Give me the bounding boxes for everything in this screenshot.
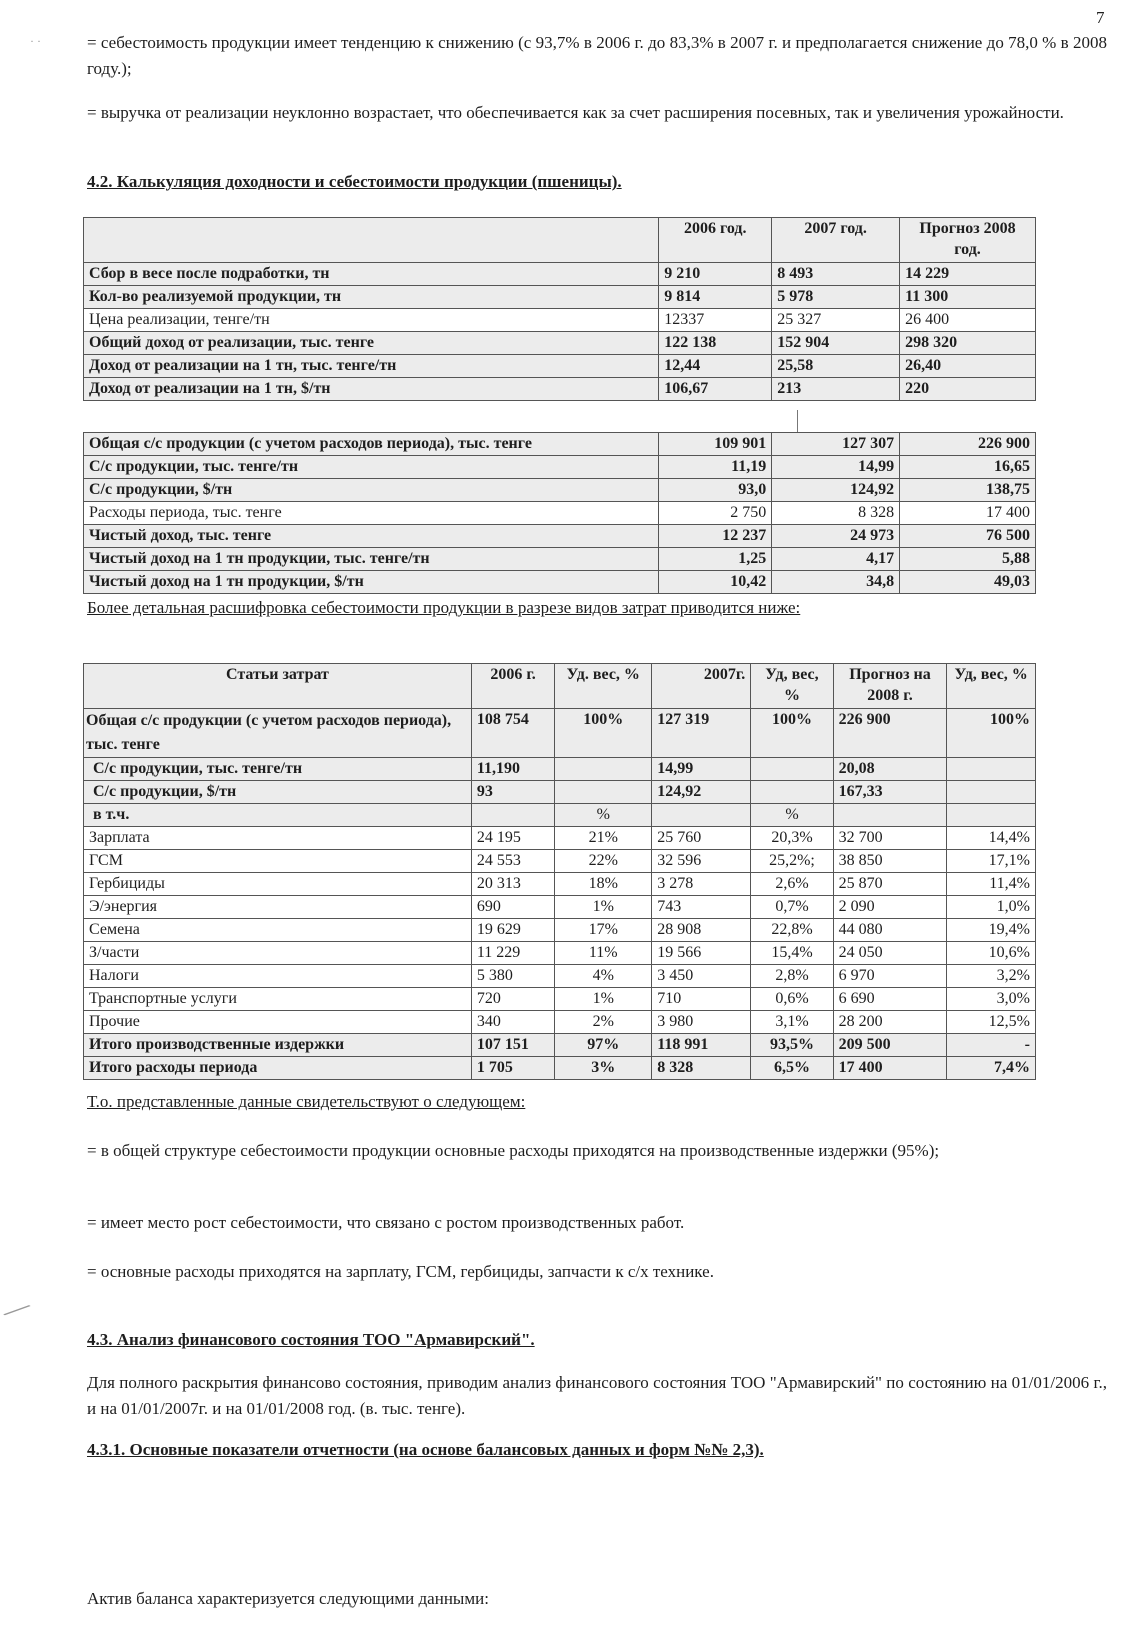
table-row [84,309,1036,332]
share-2008: 14,4% [947,827,1036,850]
value-2007: 124,92 [652,781,751,804]
value-2008: 38 850 [833,850,947,873]
header-blank [84,218,659,263]
conclusion-intro: Т.о. представленные данные свидетельствуют о следующем: [87,1092,526,1111]
value-2007: 28 908 [652,919,751,942]
value-2006 [471,804,554,827]
profitability-table-bottom [83,432,1036,594]
share-2006: 18% [555,873,652,896]
share-2008: 1,0% [947,896,1036,919]
share-2008: - [947,1034,1036,1057]
value-2006: 20 313 [471,873,554,896]
row-label: ГСМ [84,850,472,873]
value-2006: 1 705 [471,1057,554,1080]
value-2008: 24 050 [833,942,947,965]
row-label: С/с продукции, $/тн [84,479,659,502]
value-2008: 14 229 [900,263,1036,286]
value-2006: 12 237 [659,525,772,548]
value-2007 [652,804,751,827]
share-2007: 25,2%; [751,850,833,873]
value-2008: 26 400 [900,309,1036,332]
value-2007: 19 566 [652,942,751,965]
row-label: Общий доход от реализации, тыс. тенге [84,332,659,355]
value-2006: 11,190 [471,758,554,781]
value-2006: 9 814 [659,286,772,309]
row-label: Сбор в весе после подработки, тн [84,263,659,286]
row-label: З/части [84,942,472,965]
header-2006: 2006 год. [659,218,772,263]
value-2007: 3 980 [652,1011,751,1034]
table-row [84,919,1036,942]
row-label: Кол-во реализуемой продукции, тн [84,286,659,309]
value-2008: 25 870 [833,873,947,896]
row-label: Чистый доход, тыс. тенге [84,525,659,548]
row-label: Гербициды [84,873,472,896]
value-2007: 213 [772,378,900,401]
value-2008: 298 320 [900,332,1036,355]
value-2007: 4,17 [772,548,900,571]
table-row [84,263,1036,286]
value-2006: 107 151 [471,1034,554,1057]
share-2006: 1% [555,988,652,1011]
value-2007: 124,92 [772,479,900,502]
cost-breakdown-table [83,663,1036,1080]
share-2008: 17,1% [947,850,1036,873]
share-2007: 3,1% [751,1011,833,1034]
share-2007: 15,4% [751,942,833,965]
share-2006: 17% [555,919,652,942]
value-2006: 108 754 [471,709,554,758]
table-row [84,479,1036,502]
share-2006: 22% [555,850,652,873]
value-2006: 19 629 [471,919,554,942]
row-label: С/с продукции, $/тн [84,781,472,804]
table-row [84,988,1036,1011]
value-2007: 118 991 [652,1034,751,1057]
value-2008: 17 400 [833,1057,947,1080]
value-2008: 76 500 [900,525,1036,548]
share-2006: 100% [555,709,652,758]
header-share-2007: Уд, вес, % [751,664,833,709]
asset-intro: Актив баланса характеризуется следующими данными: [87,1589,489,1608]
table-row [84,286,1036,309]
value-2008: 5,88 [900,548,1036,571]
table-row [84,942,1036,965]
value-2007: 14,99 [772,456,900,479]
value-2008 [833,804,947,827]
share-2007: 0,6% [751,988,833,1011]
row-label: С/с продукции, тыс. тенге/тн [84,456,659,479]
value-2007: 25,58 [772,355,900,378]
share-2006: 97% [555,1034,652,1057]
value-2008: 6 970 [833,965,947,988]
share-2007 [751,781,833,804]
row-label: С/с продукции, тыс. тенге/тн [84,758,472,781]
share-2008 [947,758,1036,781]
row-label: Итого производственные издержки [84,1034,472,1057]
value-2008: 44 080 [833,919,947,942]
value-2006: 12337 [659,309,772,332]
value-2006: 720 [471,988,554,1011]
intro-bullet-cost-trend: = себестоимость продукции имеет тенденцию к снижению (с 93,7% в 2006 г. до 83,3% в 2007 г. и предполагается снижение до 78,0 % в 2008 году.); [87,33,1107,78]
table-row [84,850,1036,873]
value-2006: 11 229 [471,942,554,965]
table-row [84,896,1036,919]
header-2007: 2007 год. [772,218,900,263]
value-2007: 32 596 [652,850,751,873]
share-2007: 6,5% [751,1057,833,1080]
table-row [84,355,1036,378]
value-2007: 127 319 [652,709,751,758]
header-share-2006: Уд. вес, % [555,664,652,709]
conclusion-3: = основные расходы приходятся на зарплату, ГСМ, гербициды, запчасти к с/х технике. [87,1262,714,1281]
table-row [84,1034,1036,1057]
value-2007: 743 [652,896,751,919]
detail-intro: Более детальная расшифровка себестоимости продукции в разрезе видов затрат приводится ниже: [87,598,801,617]
value-2006: 12,44 [659,355,772,378]
share-2006: 11% [555,942,652,965]
header-2007: 2007г. [652,664,751,709]
profitability-table-top [83,217,1036,401]
table-row [84,548,1036,571]
row-label: Прочие [84,1011,472,1034]
share-2008: 12,5% [947,1011,1036,1034]
table-row [84,502,1036,525]
table-row [84,332,1036,355]
value-2007: 25 327 [772,309,900,332]
row-label: в т.ч. [84,804,472,827]
share-2007: 22,8% [751,919,833,942]
table-row [84,1057,1036,1080]
share-2008: 10,6% [947,942,1036,965]
share-2008: 7,4% [947,1057,1036,1080]
value-2008: 16,65 [900,456,1036,479]
share-2007: 2,6% [751,873,833,896]
table-row [84,709,1036,758]
row-label: Семена [84,919,472,942]
value-2007: 3 278 [652,873,751,896]
row-label: Расходы периода, тыс. тенге [84,502,659,525]
conclusion-2: = имеет место рост себестоимости, что связано с ростом производственных работ. [87,1213,685,1232]
row-label: Налоги [84,965,472,988]
share-2006 [555,758,652,781]
share-2008: 3,0% [947,988,1036,1011]
value-2008: 17 400 [900,502,1036,525]
value-2008: 28 200 [833,1011,947,1034]
table-row [84,525,1036,548]
value-2007: 710 [652,988,751,1011]
page-number: 7 [1096,8,1105,27]
header-cost-items: Статьи затрат [84,664,472,709]
value-2006: 10,42 [659,571,772,594]
value-2006: 93 [471,781,554,804]
value-2008: 11 300 [900,286,1036,309]
table-row [84,827,1036,850]
value-2007: 127 307 [772,433,900,456]
table-row [84,781,1036,804]
share-2006: 2% [555,1011,652,1034]
row-label: Чистый доход на 1 тн продукции, $/тн [84,571,659,594]
share-2008 [947,781,1036,804]
value-2006: 93,0 [659,479,772,502]
share-2008: 19,4% [947,919,1036,942]
table-row [84,571,1036,594]
value-2008: 167,33 [833,781,947,804]
value-2006: 9 210 [659,263,772,286]
table-header-row [84,218,1036,263]
section-4-3-1-title: 4.3.1. Основные показатели отчетности (на основе балансовых данных и форм №№ 2,3). [87,1440,764,1459]
conclusion-1: = в общей структуре себестоимости продукции основные расходы приходятся на производственные издержки (95%); [87,1141,940,1160]
table-row [84,456,1036,479]
share-2006 [555,781,652,804]
table-gap-divider [797,410,798,432]
share-2007: 20,3% [751,827,833,850]
value-2007: 8 328 [652,1057,751,1080]
row-label: Доход от реализации на 1 тн, $/тн [84,378,659,401]
row-label: Доход от реализации на 1 тн, тыс. тенге/тн [84,355,659,378]
scan-pen-mark: ⟋ [0,1293,33,1330]
share-2006: 21% [555,827,652,850]
row-label: Э/энергия [84,896,472,919]
value-2007: 25 760 [652,827,751,850]
value-2006: 340 [471,1011,554,1034]
value-2008: 209 500 [833,1034,947,1057]
header-2008-forecast: Прогноз на 2008 г. [833,664,947,709]
value-2006: 24 195 [471,827,554,850]
row-label: Итого расходы периода [84,1057,472,1080]
share-2007 [751,758,833,781]
table-header-row [84,664,1036,709]
value-2008: 26,40 [900,355,1036,378]
value-2006: 24 553 [471,850,554,873]
table-row [84,433,1036,456]
share-2006: % [555,804,652,827]
table-row [84,873,1036,896]
value-2007: 8 493 [772,263,900,286]
value-2006: 690 [471,896,554,919]
value-2007: 3 450 [652,965,751,988]
share-2006: 1% [555,896,652,919]
row-label: Зарплата [84,827,472,850]
section-4-2-title: 4.2. Калькуляция доходности и себестоимости продукции (пшеницы). [87,172,622,191]
header-2008-forecast: Прогноз 2008 год. [900,218,1036,263]
row-label: Транспортные услуги [84,988,472,1011]
section-4-3-paragraph: Для полного раскрытия финансово состояния, приводим анализ финансового состояния ТОО "Армавирский" по состоянию на 01/01/2006 г., и на 01/01/2007г. и на 01/01/2008 год. (в. тыс. тенге). [87,1373,1107,1418]
value-2008: 220 [900,378,1036,401]
share-2008: 3,2% [947,965,1036,988]
table-row [84,378,1036,401]
value-2006: 2 750 [659,502,772,525]
share-2007: 2,8% [751,965,833,988]
value-2007: 14,99 [652,758,751,781]
share-2006: 3% [555,1057,652,1080]
scan-speck: · · [30,34,41,48]
row-label: Общая с/с продукции (с учетом расходов периода), тыс. тенге [84,433,659,456]
table-row [84,758,1036,781]
header-share-2008: Уд, вес, % [947,664,1036,709]
table-row [84,965,1036,988]
share-2007: 93,5% [751,1034,833,1057]
value-2007: 24 973 [772,525,900,548]
share-2007: 0,7% [751,896,833,919]
share-2008: 11,4% [947,873,1036,896]
value-2006: 1,25 [659,548,772,571]
value-2008: 49,03 [900,571,1036,594]
value-2006: 106,67 [659,378,772,401]
value-2007: 152 904 [772,332,900,355]
value-2008: 138,75 [900,479,1036,502]
value-2006: 11,19 [659,456,772,479]
value-2007: 5 978 [772,286,900,309]
value-2008: 20,08 [833,758,947,781]
value-2006: 109 901 [659,433,772,456]
value-2008: 226 900 [900,433,1036,456]
share-2008 [947,804,1036,827]
share-2006: 4% [555,965,652,988]
value-2006: 122 138 [659,332,772,355]
intro-bullet-revenue-growth: = выручка от реализации неуклонно возрастает, что обеспечивается как за счет расширения посевных, так и увеличения урожайности. [87,103,1064,122]
share-2007: % [751,804,833,827]
value-2008: 226 900 [833,709,947,758]
value-2008: 6 690 [833,988,947,1011]
row-label: Чистый доход на 1 тн продукции, тыс. тенге/тн [84,548,659,571]
table-row [84,1011,1036,1034]
row-label: Цена реализации, тенге/тн [84,309,659,332]
header-2006: 2006 г. [471,664,554,709]
share-2008: 100% [947,709,1036,758]
section-4-3-title: 4.3. Анализ финансового состояния ТОО "Армавирский". [87,1330,535,1349]
value-2006: 5 380 [471,965,554,988]
table-row [84,804,1036,827]
value-2008: 32 700 [833,827,947,850]
value-2007: 34,8 [772,571,900,594]
value-2007: 8 328 [772,502,900,525]
row-label: Общая с/с продукции (с учетом расходов периода), тыс. тенге [84,709,472,758]
share-2007: 100% [751,709,833,758]
value-2008: 2 090 [833,896,947,919]
